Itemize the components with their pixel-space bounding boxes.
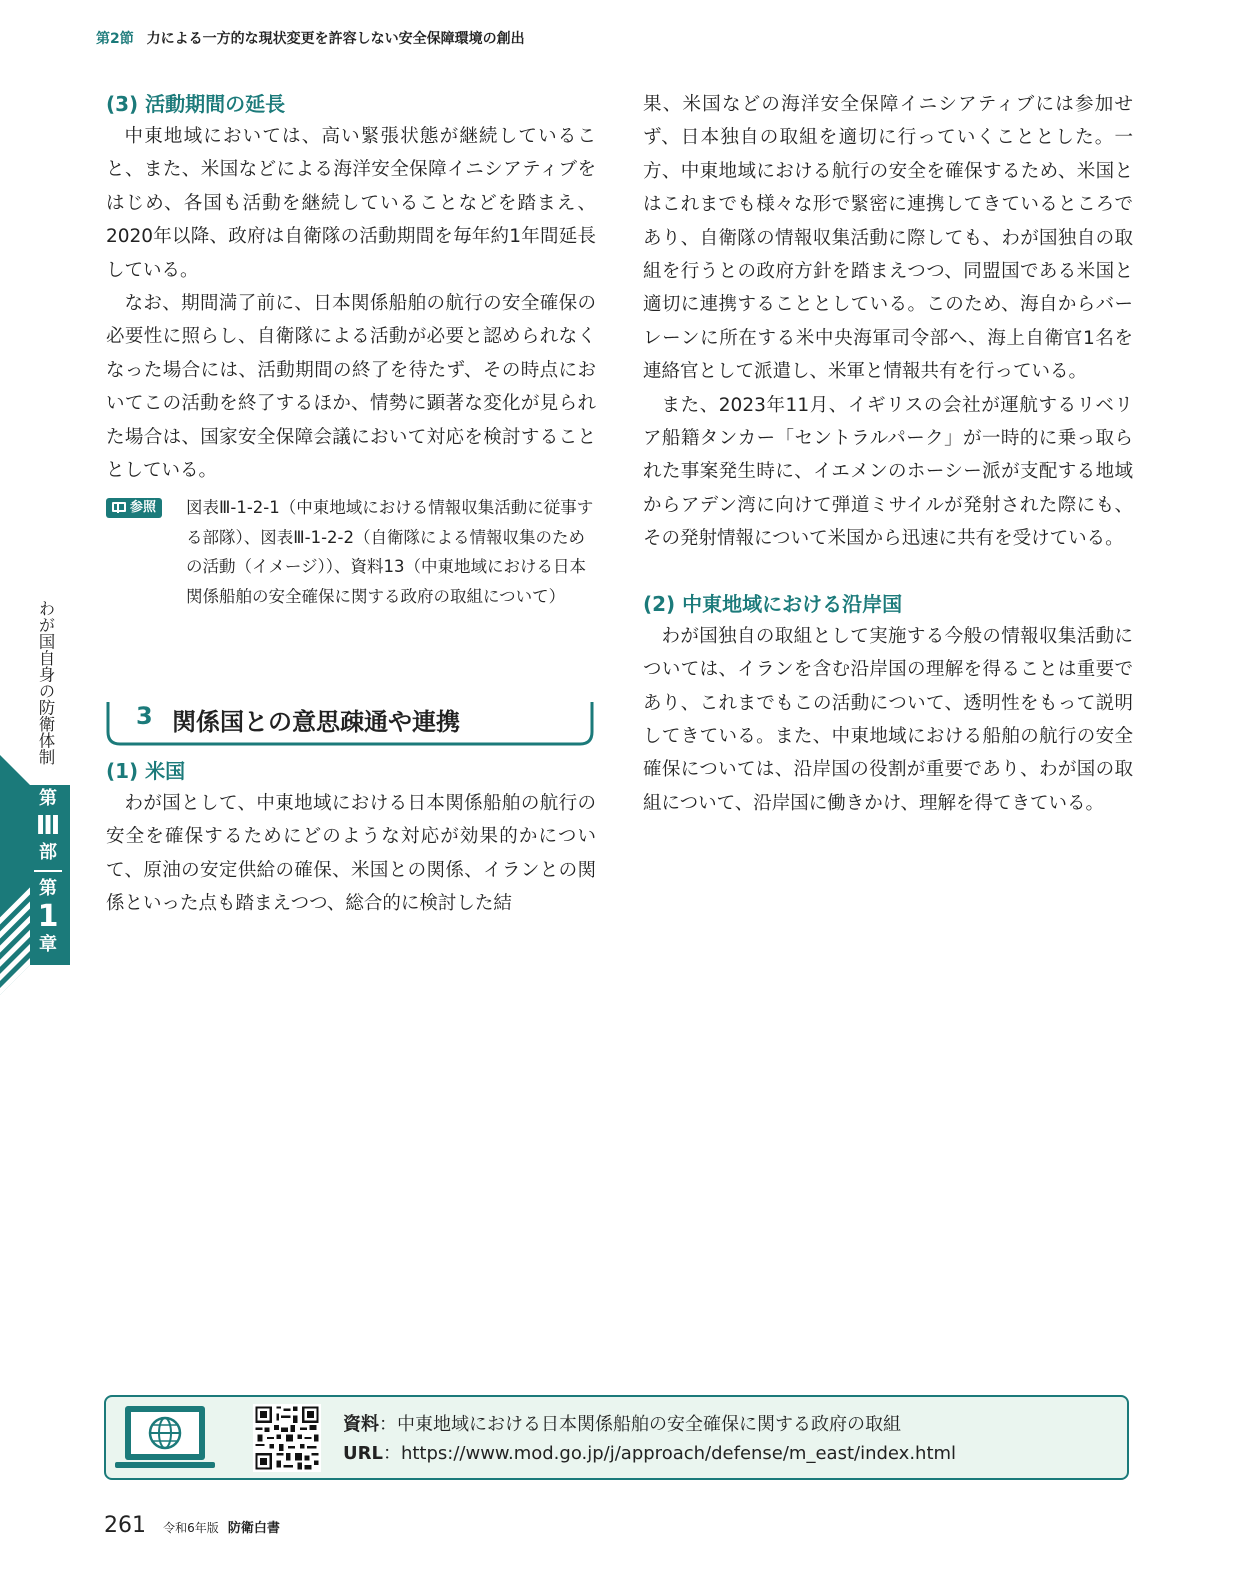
resource-url[interactable]: ：https://www.mod.go.jp/j/approach/defense/m_east/index.html [382, 1443, 957, 1464]
page-number: 261 [104, 1513, 146, 1538]
qr-code[interactable] [253, 1404, 321, 1472]
part-label-a: 第 [39, 788, 57, 809]
sidebar-part-title: わが国自身の防衛体制 [36, 600, 55, 765]
url-label: URL [343, 1443, 383, 1464]
left-column-lower [106, 755, 596, 921]
edition-label: 令和6年版 [163, 1521, 219, 1535]
resource-line-url [343, 1439, 956, 1468]
sidebar-part-chapter [30, 788, 66, 956]
computer-globe-icon [115, 1402, 215, 1474]
book-icon [112, 502, 126, 512]
header-title: 力による一方的な現状変更を許容しない安全保障環境の創出 [146, 31, 525, 47]
reference-tag [106, 498, 162, 518]
left-column [106, 88, 596, 611]
chapter-number: 1 [37, 899, 59, 934]
right-column [643, 88, 1133, 820]
chapter-label-a: 第 [39, 878, 57, 899]
resource-text [343, 1410, 956, 1468]
page-footer [104, 1513, 280, 1538]
paragraph: 果、米国などの海洋安全保障イニシアティブには参加せず、日本独自の取組を適切に行っていくこととした。一方、中東地域における航行の安全を確保するため、米国とはこれまでも様々な形で緊密に連携してきているところであり、自衛隊の情報収集活動に際しても、わが国独自の取組を行うとの政府方針を踏まえつつ、同盟国である米国と適切に連携することとしている。このため、海自からバーレーンに所在する米中央海軍司令部へ、海上自衛官1名を連絡官として派遣し、米軍と情報共有を行っている。 [643, 94, 1133, 383]
section-number: 3 [136, 702, 153, 730]
header-section: 第2節 [96, 31, 134, 47]
resource-line-title [343, 1410, 956, 1439]
running-header [96, 28, 525, 48]
paragraph: また、2023年11月、イギリスの会社が運航するリベリア船籍タンカー「セントラルパーク」が一時的に乗っ取られた事案発生時に、イエメンのホーシー派が支配する地域からアデン湾に向けて弾道ミサイルが発射された際にも、その発射情報について米国から迅速に共有を受けている。 [643, 394, 1133, 550]
section-heading [106, 700, 594, 746]
reference-note [106, 493, 596, 611]
divider [34, 870, 62, 872]
resource-title: ：中東地域における日本関係船舶の安全確保に関する政府の取組 [379, 1414, 901, 1435]
section-title: 関係国との意思疎通や連携 [172, 708, 460, 736]
paragraph: わが国独自の取組として実施する今般の情報収集活動については、イランを含む沿岸国の理解を得ることは重要であり、これまでもこの活動について、透明性をもって説明してきている。また、中東地域における船舶の航行の安全確保については、沿岸国の役割が重要であり、わが国の取組について、沿岸国に働きかけ、理解を得てきている。 [643, 625, 1133, 814]
reference-label: 参照 [130, 500, 157, 516]
resource-label: 資料 [343, 1414, 379, 1435]
subsection-heading: (2) 中東地域における沿岸国 [643, 591, 903, 616]
subsection-heading: (3) 活動期間の延長 [106, 92, 286, 116]
paragraph: わが国として、中東地域における日本関係船舶の航行の安全を確保するためにどのような対応が効果的かについて、原油の安定供給の確保、米国との関係、イランとの関係といった点も踏まえつつ、総合的に検討した結 [106, 793, 596, 915]
part-number: Ⅲ [35, 811, 61, 841]
paragraph: なお、期間満了前に、日本関係船舶の航行の安全確保の必要性に照らし、自衛隊による活動が必要と認められなくなった場合には、活動期間の終了を待たず、その時点においてこの活動を終了するほか、情勢に顕著な変化が見られた場合は、国家安全保障会議において対応を検討することとしている。 [106, 293, 596, 482]
spacer [643, 556, 1133, 588]
book-title: 防衛白書 [227, 1521, 280, 1536]
part-label-b: 部 [39, 842, 57, 863]
reference-text: 図表Ⅲ-1-2-1（中東地域における情報収集活動に従事する部隊）、図表Ⅲ-1-2-2（自衛隊による情報収集のための活動（イメージ））、資料13（中東地域における日本関係船舶の安全確保に関する政府の取組について） [186, 498, 594, 606]
chapter-label-b: 章 [39, 934, 57, 955]
subsection-heading: (1) 米国 [106, 759, 186, 783]
paragraph: 中東地域においては、高い緊張状態が継続していること、また、米国などによる海洋安全保障イニシアティブをはじめ、各国も活動を継続していることなどを踏まえ、2020年以降、政府は自衛隊の活動期間を毎年約1年間延長している。 [106, 126, 596, 281]
